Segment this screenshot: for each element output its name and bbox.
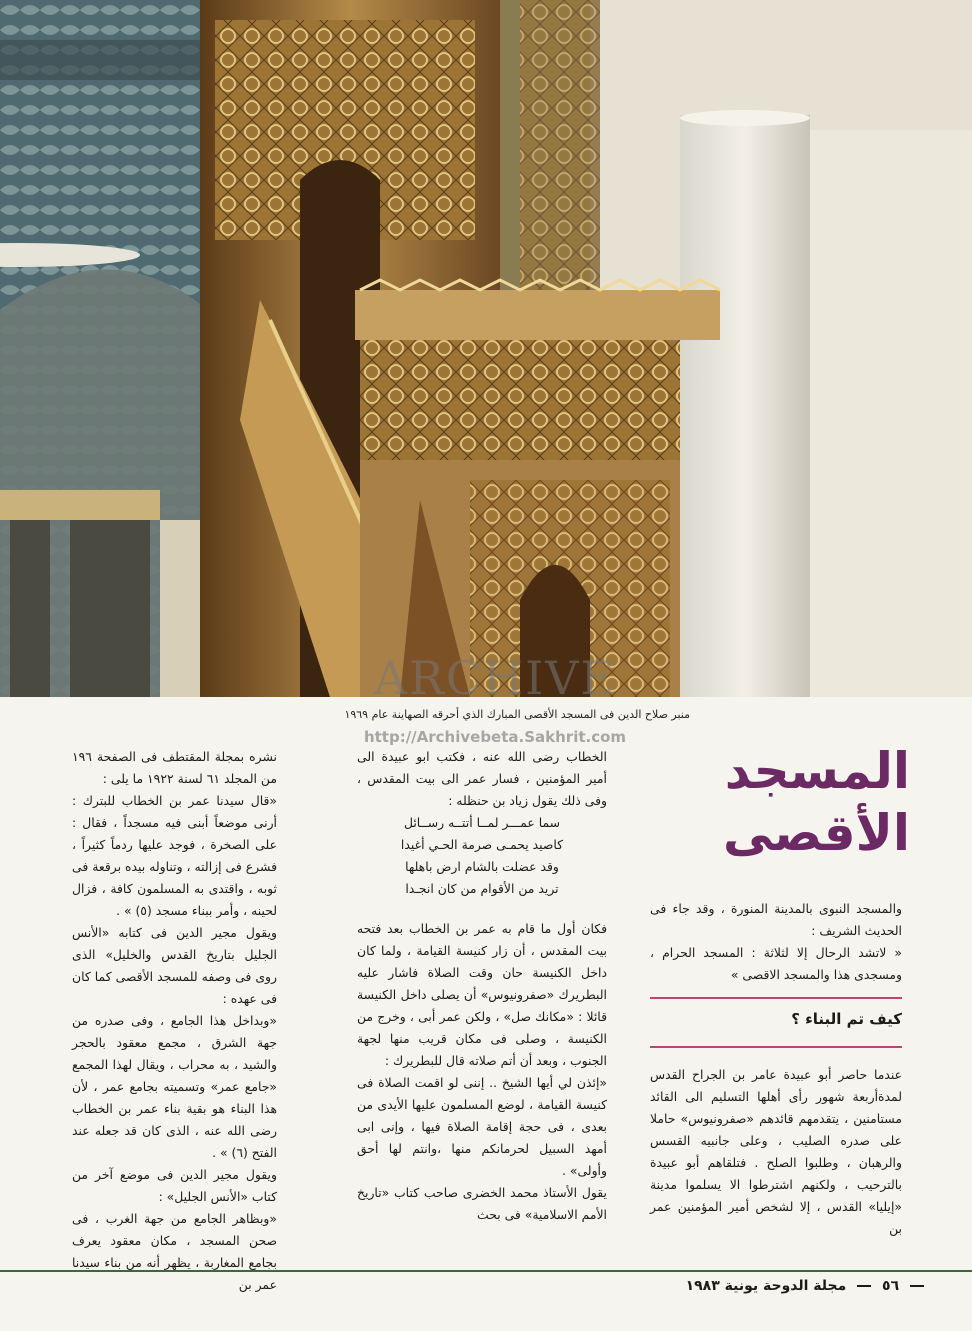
middle-intro: الخطاب رضى الله عنه ، فكتب ابو عبيدة الى أمير المؤمنين ، فسار عمر الى بيت المقدس ، وفى ذلك يقول زياد بن حنظله : [357, 749, 607, 808]
left-column [72, 746, 277, 1296]
middle-para-1: فكان أول ما قام به عمر بن الخطاب بعد فتحه بيت المقدس ، أن زار كنيسة القيامة ، ولما كان داخل الكنيسة حان وقت الصلاة فاشار عليه البطريرك «صفرونيوس» أن يصلى داخل الكنيسة قائلا : «مكانك صل» ، ولكن عمر أبى ، وخرج من الكنيسة ، وصلى فى مكان قريب منها لجهة الجنوب ، وبعد أن أتم صلاته قال للبطريرك : [357, 921, 607, 1068]
archive-watermark: ARCHIVE [373, 651, 617, 705]
hadith-quote: « لاتشد الرحال إلا لثلاثة : المسجد الحرام ، ومسجدى هذا والمسجد الاقصى » [650, 945, 902, 982]
footer-rule [0, 1270, 972, 1272]
footer-dash [910, 1285, 924, 1287]
left-para-6: «وبظاهر الجامع من جهة الغرب ، فى صحن المسجد ، مكان معقود يعرف بجامع المغاربة ، يظهر أنه من بناء سيدنا عمر بن [72, 1211, 277, 1292]
article-title [723, 740, 910, 864]
right-intro-1: والمسجد النبوى بالمدينة المنورة ، وقد جاء فى الحديث الشريف : [650, 901, 902, 938]
middle-para-2: «إئذن لي أيها الشيخ .. إننى لو اقمت الصلاة فى كنيسة القيامة ، لوضع المسلمون عليها الأيدى من بعدى ، فى حجة إقامة الصلاة فيها ، وإنى ابى أمهد السبيل لحرمانكم منها ،وانتم لها أحق وأولى» . [357, 1075, 607, 1178]
left-para-3: ويقول مجير الدين فى كتابه «الأنس الجليل بتاريخ القدس والخليل» الذى روى فى وصفه للمسجد الأقصى كما كان فى عهده : [72, 925, 277, 1006]
right-column-body [650, 1064, 902, 1240]
title-line-2: الأقصى [723, 804, 910, 862]
page-number: ٥٦ [882, 1278, 900, 1294]
left-para-4: «وبداخل هذا الجامع ، وفى صدره من جهة الشرق ، مجمع معقود بالحجر والشيد ، به محراب ، ويقال لهذا المجمع «جامع عمر» وتسميته بجامع عمر ، لأن هذا البناء هو بقية بناء عمر بن الخطاب رضى الله عنه ، الذى كان قد جعله عند الفتح (٦) » . [72, 1013, 277, 1160]
page-footer [600, 1278, 930, 1294]
middle-para-3: يقول الأستاذ محمد الخضرى صاحب كتاب «تاريخ الأمم الاسلامية» فى بحث [357, 1185, 607, 1222]
title-line-1: المسجد [724, 742, 910, 800]
section-rule-top [650, 997, 902, 999]
right-column-intro [650, 898, 902, 986]
poem-line: وقد عضلت بالشام ارض باهلها [405, 859, 559, 874]
section-heading: كيف تم البناء ؟ [791, 1010, 902, 1028]
left-para-2: «قال سيدنا عمر بن الخطاب للبترك : أرنى موضعاً أبنى فيه مسجداً ، فقال : على الصخرة ، فوجد عليها ردماً كثيراً ، فشرع فى إزالته ، وتناوله بيده برقعة فى ثوبه ، واقتدى به المسلمون كافة ، فزال لحينه ، وأمر ببناء مسجد (٥) » . [72, 793, 277, 918]
section-rule-bottom [650, 1046, 902, 1048]
photo-caption: منبر صلاح الدين فى المسجد الأقصى المبارك الذي أحرقه الصهاينة عام ١٩٦٩ [344, 708, 690, 721]
middle-column [357, 746, 607, 1226]
watermark-url: http://Archivebeta.Sakhrit.com [363, 728, 627, 746]
footer-dash [857, 1285, 871, 1287]
poem-line: سما عمـــر لمــا أتتــه رســائل [403, 815, 561, 830]
magazine-name: مجلة الدوحة يونية ١٩٨٣ [685, 1278, 847, 1294]
poem-line: كاصيد يحمـى صرمة الحـي أغيدا [400, 837, 564, 852]
left-para-5: ويقول مجير الدين فى موضع آخر من كتاب «الأنس الجليل» : [72, 1167, 277, 1204]
right-body: عندما حاصر أبو عبيدة عامر بن الجراح القدس لمدةأربعة شهور رأى أهلها التسليم الى القائد مستامنين ، يتقدمهم قائدهم «صفرونيوس» حاملا على صدره الصليب ، وعلى جانبيه القسس والرهبان ، وطلبوا الصلح . فتلقاهم أبو عبيدة بالترحيب ، ولكنهم اشترطوا الا يسلموا مدينة «إيليا» القدس ، إلا لشخص أمير المؤمنين عمر بن [650, 1067, 902, 1236]
left-para-1: نشره بمجلة المقتطف فى الصفحة ١٩٦ من المجلد ٦١ لسنة ١٩٢٢ ما يلى : [72, 749, 277, 786]
poem-line: تريد من الأقوام من كان انجـدا [405, 881, 559, 896]
